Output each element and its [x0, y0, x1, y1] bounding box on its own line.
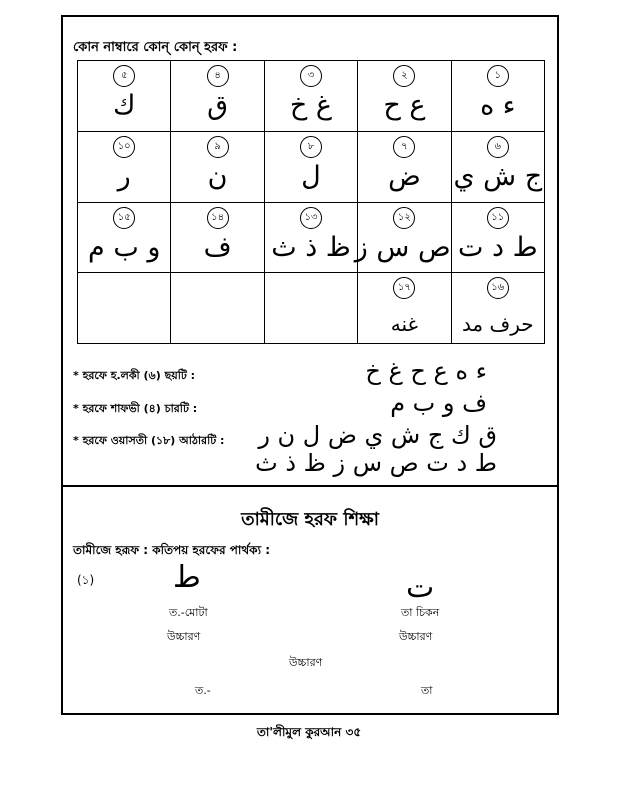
example-caption-left: ত.-মোটা	[169, 606, 208, 619]
shafawi-label: * হরফে শাফভী (৪) চারটি :	[73, 402, 198, 415]
grid-cell-empty	[171, 273, 264, 344]
cell-arabic: و ب م	[88, 231, 161, 263]
cell-number: ১১	[487, 207, 509, 229]
letters-heading: কোন নাম্বারে কোন্ কোন্ হরফ :	[73, 40, 238, 55]
grid-cell	[452, 132, 545, 203]
section-divider	[63, 485, 557, 487]
grid-cell	[358, 61, 451, 132]
example-index: (১)	[77, 573, 95, 587]
cell-number: ৬	[487, 136, 509, 158]
page-frame	[61, 15, 559, 715]
cell-number: ৯	[207, 136, 229, 158]
halqi-label: * হরফে হ.লকী (৬) ছয়টি :	[73, 369, 196, 382]
cell-number: ৭	[393, 136, 415, 158]
example-bottom-right: তা	[421, 684, 433, 697]
cell-arabic: حرف مد	[461, 312, 534, 337]
cell-number: ১৪	[207, 207, 229, 229]
cell-number: ২	[393, 65, 415, 87]
grid-cell-empty	[265, 273, 358, 344]
example-pron-right: উচ্চারণ	[399, 630, 433, 643]
cell-number: ৮	[300, 136, 322, 158]
wasati-label: * হরফে ওয়াসতী (১৮) আঠারটি :	[73, 434, 225, 447]
example-pron-left: উচ্চারণ	[167, 630, 201, 643]
page-footer: তা'লীমুল কুরআন ৩৫	[256, 725, 362, 739]
cell-number: ১০	[113, 136, 135, 158]
example-letter-right: ت	[406, 570, 435, 605]
grid-cell	[265, 132, 358, 203]
cell-arabic: غ خ	[289, 90, 333, 121]
cell-number: ১৭	[393, 277, 415, 299]
grid-cell	[171, 203, 264, 274]
grid-cell	[78, 132, 171, 203]
cell-number: ৩	[300, 65, 322, 87]
halqi-letters: ء ه ع ح غ خ	[365, 357, 487, 385]
cell-arabic: ك	[113, 90, 136, 121]
example-letter-left: ط	[173, 560, 201, 595]
wasati-letters-line2: ط د ت ص س ز ظ ذ ث	[255, 449, 497, 477]
grid-cell	[452, 203, 545, 274]
cell-arabic: ل	[301, 160, 321, 192]
example-bottom-left: ত.-	[195, 684, 211, 697]
grid-cell	[358, 273, 451, 344]
cell-arabic: ج ش ي	[453, 160, 543, 192]
grid-cell	[354, 203, 451, 274]
grid-cell	[358, 132, 451, 203]
cell-number: ১৬	[487, 277, 509, 299]
cell-arabic: ص س ز	[354, 231, 451, 263]
wasati-letters-line1: ق ك ج ش ي ض ل ن ر	[258, 421, 497, 449]
example-caption-right: তা চিকন	[401, 606, 440, 619]
section-subheading: তামীজে হরূফ : কতিপয় হরফের পার্থক্য :	[73, 543, 271, 557]
grid-cell	[78, 61, 171, 132]
grid-cell	[452, 61, 545, 132]
cell-arabic: ن	[207, 160, 228, 192]
cell-arabic: ط د ت	[458, 231, 538, 263]
grid-cell-empty	[78, 273, 171, 344]
cell-number: ১৫	[113, 207, 135, 229]
cell-number: ৪	[207, 65, 229, 87]
example-pron-center: উচ্চারণ	[289, 656, 323, 669]
letter-grid	[77, 60, 545, 344]
grid-cell	[171, 132, 264, 203]
cell-number: ১৩	[300, 207, 322, 229]
cell-arabic: غنه	[390, 312, 418, 337]
grid-cell	[78, 203, 171, 274]
cell-arabic: ر	[117, 160, 131, 192]
cell-arabic: ض	[388, 160, 421, 192]
section-title: তামীজে হরফ শিক্ষা	[241, 509, 379, 530]
cell-number: ৫	[113, 65, 135, 87]
grid-cell	[452, 273, 545, 344]
shafawi-letters: ف و ب م	[390, 389, 487, 417]
grid-cell	[171, 61, 264, 132]
cell-arabic: ء ه	[480, 90, 516, 121]
cell-arabic: ظ ذ ث	[271, 231, 351, 263]
grid-cell	[265, 203, 358, 274]
cell-number: ১২	[393, 207, 415, 229]
cell-arabic: ف	[203, 231, 232, 263]
grid-cell	[265, 61, 358, 132]
cell-number: ১	[487, 65, 509, 87]
cell-arabic: ع ح	[383, 90, 426, 121]
cell-arabic: ق	[207, 90, 229, 121]
